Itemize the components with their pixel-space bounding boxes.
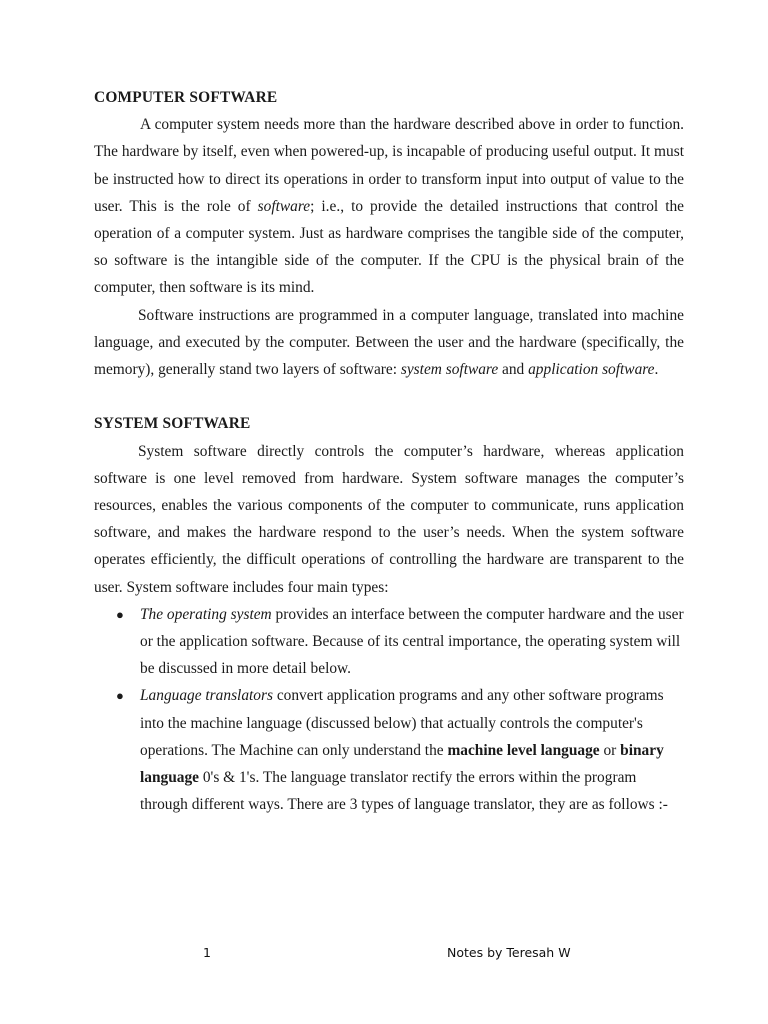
paragraph-intro-emphasis-software: software [257,197,311,215]
page-number: 1 [203,945,211,960]
paragraph-software-layers [94,302,684,384]
paragraph-intro-text-a: A computer system needs more than the hardware described above in order to function. The hardware by itself, even when powered-up, is incapable of producing useful output. It must be instructed how to direct its operations in order to transform input into output of value to the user. This is the role of [94,116,684,215]
language-translators-text-a: convert application programs and any other software programs into the machine language (discussed below) that actually controls the computer's operations. The Machine can only understand the [140,687,664,759]
paragraph-layers-application-software: application software [528,361,655,379]
operating-system-description: provides an interface between the computer hardware and the user or the application software. Because of its central importance, the operating system will be discussed in more detail below. [140,605,684,678]
paragraph-intro [94,111,684,301]
term-machine-level-language: machine level language [447,741,600,759]
paragraph-layers-text-a: Software instructions are programmed in a computer language, translated into machine language, and executed by the computer. Between the user and the hardware (specifically, the memory), generally stand two layers of software: [94,306,684,379]
language-translators-text-c: 0's & 1's. The language translator rectify the errors within the program through different ways. There are 3 types of language translator, they are as follows :- [140,769,668,814]
paragraph-layers-text-c: and [498,361,529,379]
list-item-operating-system [94,601,684,683]
page-footer [0,945,768,965]
bullet-icon: ● [116,688,124,704]
heading-computer-software: COMPUTER SOFTWARE [94,89,278,106]
system-software-types-list [94,601,684,819]
language-translators-text-b: or [599,741,621,759]
paragraph-layers-system-software: system software [400,361,499,379]
footer-author-note: Notes by Teresah W [447,945,571,960]
paragraph-layers-text-e: . [654,361,659,379]
term-binary-language: binary language [140,741,664,787]
paragraph-system-software: System software directly controls the computer’s hardware, whereas application software is one level removed from hardware. System software manages the computer’s resources, enables the various components of the computer to communicate, runs application software, and makes the hardware respond to the user’s needs. When the system software operates efficiently, the difficult operations of controlling the hardware are transparent to the user. System software includes four main types: [94,442,684,596]
bullet-icon: ● [116,606,124,622]
heading-system-software: SYSTEM SOFTWARE [94,415,251,433]
term-operating-system: The operating system [140,605,272,623]
document-page [94,84,684,818]
section-spacer [94,383,684,410]
term-language-translators: Language translators [140,687,273,705]
list-item-language-translators [94,682,684,818]
paragraph-intro-text-c: ; i.e., to provide the detailed instructions that control the operation of a computer system. Just as hardware comprises the tangible side of the computer, so software is the intangible side of the computer. If the CPU is the physical brain of the computer, then software is its mind. [94,197,684,297]
